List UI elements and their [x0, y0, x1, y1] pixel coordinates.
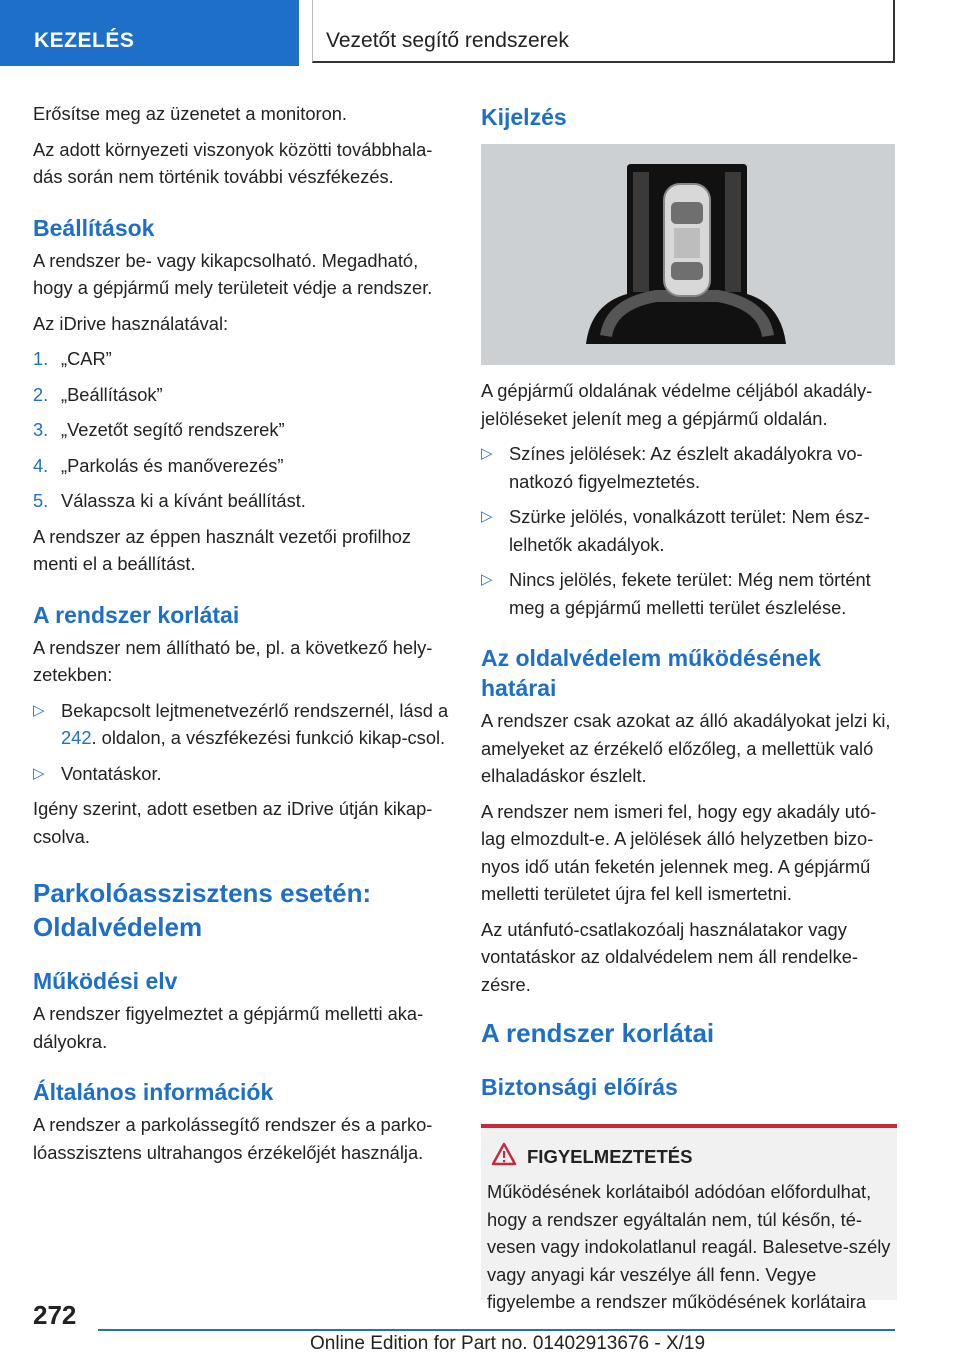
step-number: 3.	[33, 419, 49, 440]
bullet-text: Bekapcsolt lejtmenetvezérlő rendszernél, lásd a	[61, 699, 449, 721]
paragraph: Az utánfutó-csatlakozóalj használatakor vagy vontatáskor az oldalvédelem nem áll rendelke-zésre.	[481, 918, 858, 995]
bullet-text: . oldalon, a vészfékezési funkció kikap-csol.	[91, 727, 446, 748]
warning-text: Működésének korlátaiból adódóan előfordulhat, hogy a rendszer egyáltalán nem, túl későn, té-vesen vagy indokolatlanul reagál. Balesetve-szély vagy anyagi kár veszélye áll fenn. Vegye figyelembe a rendszer működésének korlátaira	[487, 1181, 891, 1312]
step-text: „Vezetőt segítő rendszerek”	[61, 419, 285, 440]
heading-limits-2: A rendszer korlátai	[481, 1018, 715, 1048]
triangle-right-icon: ▷	[33, 764, 45, 782]
triangle-right-icon: ▷	[481, 571, 493, 588]
heading-display: Kijelzés	[481, 104, 567, 130]
step-number: 5.	[33, 490, 49, 511]
steps-list	[33, 345, 449, 515]
paragraph: A gépjármű oldalának védelme céljából akadály-jelöléseket jelenít meg a gépjármű oldalán.	[481, 380, 873, 429]
step-text: „Parkolás és manőverezés”	[61, 454, 284, 476]
paragraph: Erősítse meg az üzenetet a monitoron.	[33, 103, 347, 124]
list-item	[481, 440, 897, 495]
list-item	[481, 566, 897, 621]
page-link[interactable]: 242	[61, 727, 92, 748]
bullet-text: Vontatáskor.	[61, 762, 162, 784]
step-number: 1.	[33, 348, 49, 369]
paragraph: Az adott környezeti viszonyok közötti továbbhala-dás során nem történik további vészfékezés.	[33, 138, 433, 187]
bullet-text: Szürke jelölés, vonalkázott terület: Nem ész-lelhetők akadályok.	[509, 506, 870, 555]
heading-main: Parkolóasszisztens esetén: Oldalvédelem	[33, 878, 372, 942]
display-list	[481, 440, 897, 621]
footer-edition: Online Edition for Part no. 01402913676 - X/19	[310, 1333, 706, 1354]
heading-limits: A rendszer korlátai	[33, 601, 240, 628]
page-number: 272	[33, 1300, 77, 1330]
step-text: Válassza ki a kívánt beállítást.	[61, 490, 306, 511]
warning-title: FIGYELMEZTETÉS	[527, 1146, 693, 1167]
side-protection-figure	[481, 144, 895, 365]
right-column	[481, 100, 897, 1312]
paragraph: A rendszer a parkolássegítő rendszer és a parko-lóasszisztens ultrahangos érzékelőjét használja.	[33, 1114, 433, 1163]
paragraph: Igény szerint, adott esetben az iDrive útján kikap-csolva.	[33, 798, 433, 847]
header-chapter-tab	[312, 0, 895, 63]
paragraph: A rendszer figyelmeztet a gépjármű melletti aka-dályokra.	[33, 1003, 424, 1052]
heading-side-limits: Az oldalvédelem működésének határai	[481, 645, 822, 701]
list-item	[33, 416, 449, 444]
paragraph: A rendszer csak azokat az álló akadályokat jelzi ki, amelyeket az érzékelő előzőleg, a mellettük való elhaladáskor észlelt.	[481, 710, 891, 786]
list-item	[33, 452, 449, 480]
heading-safety: Biztonsági előírás	[481, 1074, 678, 1100]
bullet-text: Színes jelölések: Az észlelt akadályokra vo-natkozó figyelmeztetés.	[509, 443, 863, 492]
bullet-text: Nincs jelölés, fekete terület: Még nem történt meg a gépjármű melletti terület észlelése.	[509, 569, 871, 618]
list-item	[33, 487, 449, 515]
header-section-label: KEZELÉS	[34, 29, 135, 52]
left-column	[33, 100, 449, 1174]
limits-list	[33, 697, 449, 788]
header-chapter-label: Vezetőt segítő rendszerek	[326, 29, 569, 52]
car-top-view-illustration	[481, 144, 895, 365]
step-text: „Beállítások”	[61, 383, 163, 405]
triangle-right-icon: ▷	[481, 445, 493, 462]
triangle-right-icon: ▷	[33, 701, 45, 719]
triangle-right-icon: ▷	[481, 508, 493, 525]
warning-triangle-icon	[491, 1142, 517, 1166]
paragraph: A rendszer nem állítható be, pl. a következő hely-zetekben:	[33, 636, 433, 685]
list-item	[33, 760, 449, 788]
paragraph: Az iDrive használatával:	[33, 312, 229, 334]
list-item	[33, 697, 449, 752]
warning-box	[481, 1124, 897, 1312]
heading-settings: Beállítások	[33, 214, 155, 241]
paragraph: A rendszer nem ismeri fel, hogy egy akadály utó-lag elmozdult-e. A jelölések álló helyzetben bizo-nyos idő után feketén jelennek meg. A gépjármű melletti területet újra fel kell ismertetni.	[481, 800, 877, 904]
step-number: 4.	[33, 454, 49, 476]
heading-principle: Működési elv	[33, 968, 178, 994]
paragraph: A rendszer be- vagy kikapcsolható. Megadható, hogy a gépjármű mely területeit védje a rendszer.	[33, 249, 433, 298]
list-item	[481, 503, 897, 558]
paragraph: A rendszer az éppen használt vezetői profilhoz menti el a beállítást.	[33, 525, 412, 574]
footer-divider	[98, 1329, 895, 1331]
step-number: 2.	[33, 383, 49, 405]
header-section-tab	[0, 0, 299, 66]
heading-general: Általános információk	[33, 1079, 274, 1105]
step-text: „CAR”	[61, 348, 112, 369]
list-item	[33, 345, 449, 373]
list-item	[33, 381, 449, 409]
